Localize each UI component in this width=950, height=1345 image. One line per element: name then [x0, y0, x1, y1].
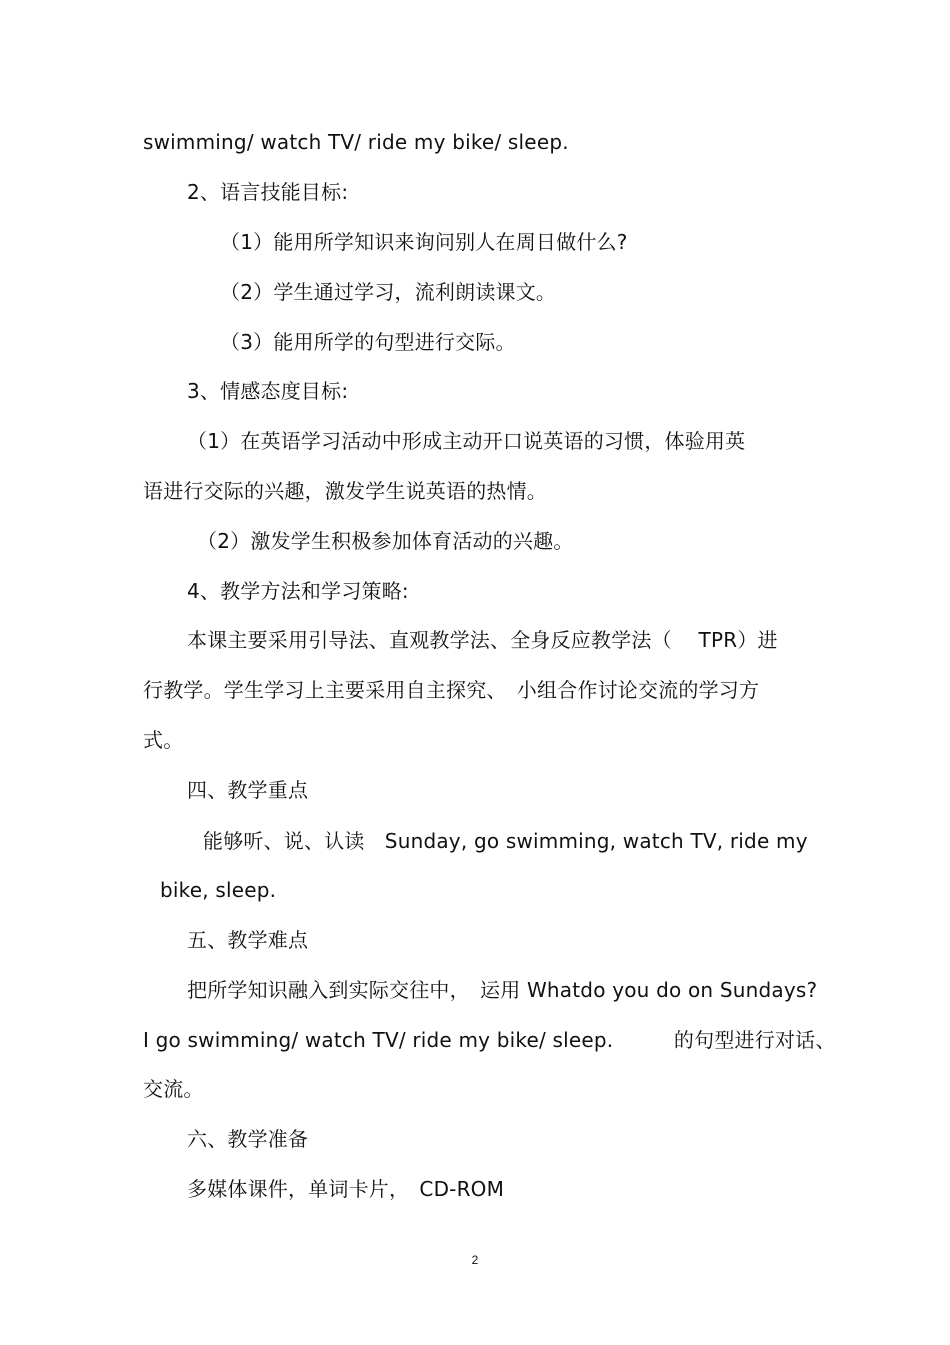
paragraph-line: 把所学知识融入到实际交往中， 运用 Whatdo you do on Sundays? — [187, 978, 818, 1002]
list-item: （1）能用所学知识来询问别人在周日做什么? — [220, 230, 628, 254]
list-item: （3）能用所学的句型进行交际。 — [220, 330, 516, 354]
paragraph-line: I go swimming/ watch TV/ ride my bike/ sleep. 的句型进行对话、 — [143, 1028, 836, 1052]
list-item: （2）学生通过学习，流利朗读课文。 — [220, 280, 557, 304]
list-item: （2）激发学生积极参加体育活动的兴趣。 — [197, 529, 574, 553]
section-heading: 五、教学难点 — [187, 928, 309, 952]
section-heading: 六、教学准备 — [187, 1127, 309, 1151]
paragraph-line: 能够听、说、认读 Sunday, go swimming, watch TV, ride my — [203, 829, 808, 853]
paragraph-line: 多媒体课件，单词卡片， CD-ROM — [187, 1177, 505, 1201]
paragraph-line: 本课主要采用引导法、直观教学法、全身反应教学法（ TPR）进 — [187, 628, 778, 652]
text-line: swimming/ watch TV/ ride my bike/ sleep. — [143, 130, 569, 154]
paragraph-line: bike, sleep. — [160, 878, 277, 902]
paragraph-line: 行教学。学生学习上主要采用自主探究、 小组合作讨论交流的学习方 — [143, 678, 760, 702]
section-heading: 3、情感态度目标: — [187, 379, 349, 403]
list-item: （1）在英语学习活动中形成主动开口说英语的习惯，体验用英 — [187, 429, 746, 453]
paragraph-line: 式。 — [143, 728, 184, 752]
section-heading: 2、语言技能目标: — [187, 180, 349, 204]
text-line: 语进行交际的兴趣，激发学生说英语的热情。 — [143, 479, 547, 503]
section-heading: 四、教学重点 — [187, 778, 309, 802]
section-heading: 4、教学方法和学习策略: — [187, 579, 409, 603]
page-number: 2 — [471, 1253, 479, 1267]
paragraph-line: 交流。 — [143, 1077, 204, 1101]
